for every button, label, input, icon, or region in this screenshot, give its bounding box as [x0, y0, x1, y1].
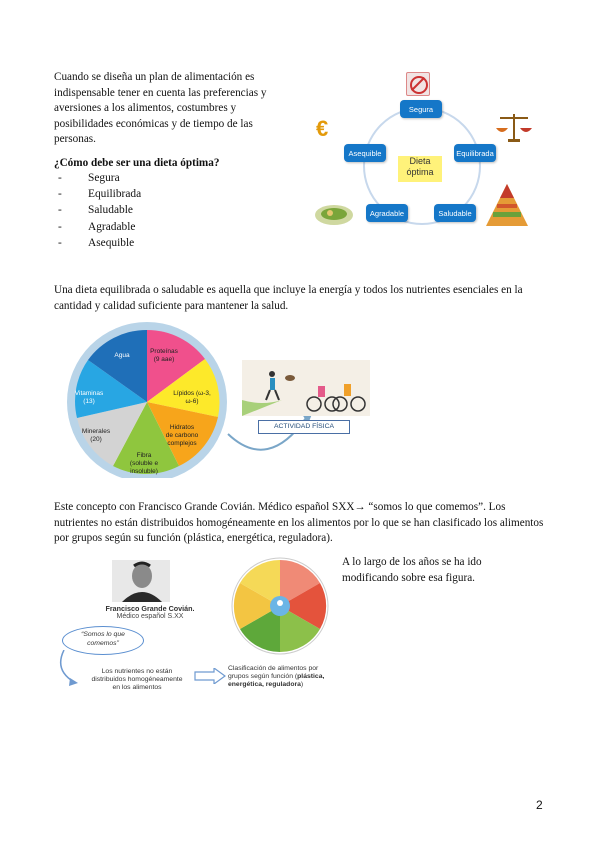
box-saludable: Saludable: [434, 204, 476, 222]
portrait-illustration: [112, 560, 170, 602]
wheel-label-agua: Agua: [114, 352, 130, 359]
wheel-label-lipidos-line2: ω-6): [185, 398, 199, 405]
classification-line2-bold: plástica,: [297, 673, 325, 680]
center-label: [398, 156, 442, 182]
box-asequible: Asequible: [344, 144, 386, 162]
question-heading: ¿Cómo debe ser una dieta óptima?: [54, 157, 220, 169]
curved-arrow: [52, 650, 82, 686]
wheel-label-vitaminas-line2: (13): [83, 398, 95, 405]
list-item: - Saludable: [54, 202, 254, 218]
wheel-label-fibra: [124, 452, 164, 476]
physical-activity-image: [242, 360, 370, 416]
covian-paragraph: Este concepto con Francisco Grande Covián. Médico español SXX→ “somos lo que comemos”. Los nutrientes no están distribuidos homogéneamente en los alimentos por lo que se han clasificado los alimentos por grupos según su función (plástica, energética, reguladora).: [54, 501, 544, 545]
food-safety-image: [406, 72, 430, 96]
wheel-label-proteinas-line2: (9 aae): [153, 356, 175, 363]
classification-line2: grupos según función (: [228, 673, 298, 680]
classification-note: [228, 665, 340, 689]
cyclists-illustration: [242, 360, 370, 416]
wheel-label-hidratos-line2: de carbono: [165, 432, 199, 439]
covian-photo: [112, 560, 170, 602]
page-number: 2: [536, 798, 543, 812]
classification-line3-bold: energética, reguladora: [228, 681, 301, 688]
list-item: - Equilibrada: [54, 186, 254, 202]
balanced-diet-paragraph: Una dieta equilibrada o saludable es aquella que incluye la energía y todos los nutrientes esenciales en la cantidad y calidad suficiente para mantener la salud.: [54, 284, 523, 312]
diet-list: [54, 170, 254, 251]
wheel-label-lipidos-line1: Lípidos (ω-3,: [173, 390, 211, 397]
list-item: - Agradable: [54, 219, 254, 235]
scale-icon: [496, 110, 532, 144]
box-equilibrada: Equilibrada: [454, 144, 496, 162]
quote-line1: “Somos lo que: [81, 631, 125, 638]
box-agradable: Agradable: [366, 204, 408, 222]
wheel-label-fibra-line3: insoluble): [130, 468, 158, 475]
nutrients-note-line1: Los nutrientes no están: [101, 668, 173, 675]
wheel-label-lipidos: [170, 390, 214, 406]
euro-icon: €: [316, 116, 329, 141]
side-note: A lo largo de los años se ha ido modificando sobre esa figura.: [342, 556, 482, 584]
wheel-label-minerales-line1: Minerales: [81, 428, 111, 435]
center-label-line2: óptima: [406, 167, 434, 177]
nutrients-note-line2: distribuidos homogéneamente: [91, 676, 183, 683]
wheel-label-vitaminas-line1: Vitaminas: [74, 390, 104, 397]
food-pyramid-icon: [484, 182, 530, 228]
nutrients-note: [82, 668, 192, 692]
activity-label: ACTIVIDAD FÍSICA: [258, 420, 350, 434]
classification-line3-end: ): [300, 681, 304, 688]
wheel-label-minerales-line2: (20): [90, 436, 102, 443]
nutrients-note-line3: en los alimentos: [112, 684, 162, 691]
wheel-label-hidratos: [160, 424, 204, 448]
wheel-label-proteinas-line1: Proteínas: [150, 348, 178, 355]
food-wheel: [230, 556, 330, 656]
right-arrow: [194, 668, 226, 684]
wheel-label-fibra-line1: Fibra: [136, 452, 152, 459]
list-item: - Segura: [54, 170, 254, 186]
optimal-diet-diagram: [310, 70, 542, 238]
box-segura: Segura: [400, 100, 442, 118]
quote-line2: comemos”: [87, 640, 119, 647]
classification-line1: Clasificación de alimentos por: [228, 665, 319, 672]
wheel-label-hidratos-line3: complejos: [167, 440, 197, 447]
wheel-label-vitaminas: [68, 390, 110, 406]
wheel-label-proteinas: [144, 348, 184, 364]
center-label-line1: Dieta: [409, 156, 431, 166]
wheel-label-minerales: [76, 428, 116, 444]
wheel-label-hidratos-line1: Hidratos: [169, 424, 195, 431]
intro-paragraph: Cuando se diseña un plan de alimentación es indispensable tener en cuenta las preferencias y aversiones a los alimentos, costumbres y posibilidades económicas y de tiempo de las personas.: [54, 71, 267, 146]
bowl-icon: [314, 204, 354, 226]
list-item: - Asequible: [54, 235, 254, 251]
wheel-label-fibra-line2: (soluble e: [129, 460, 159, 467]
covian-role: Médico español S.XX: [116, 613, 184, 620]
covian-name: Francisco Grande Covián.: [105, 604, 195, 613]
